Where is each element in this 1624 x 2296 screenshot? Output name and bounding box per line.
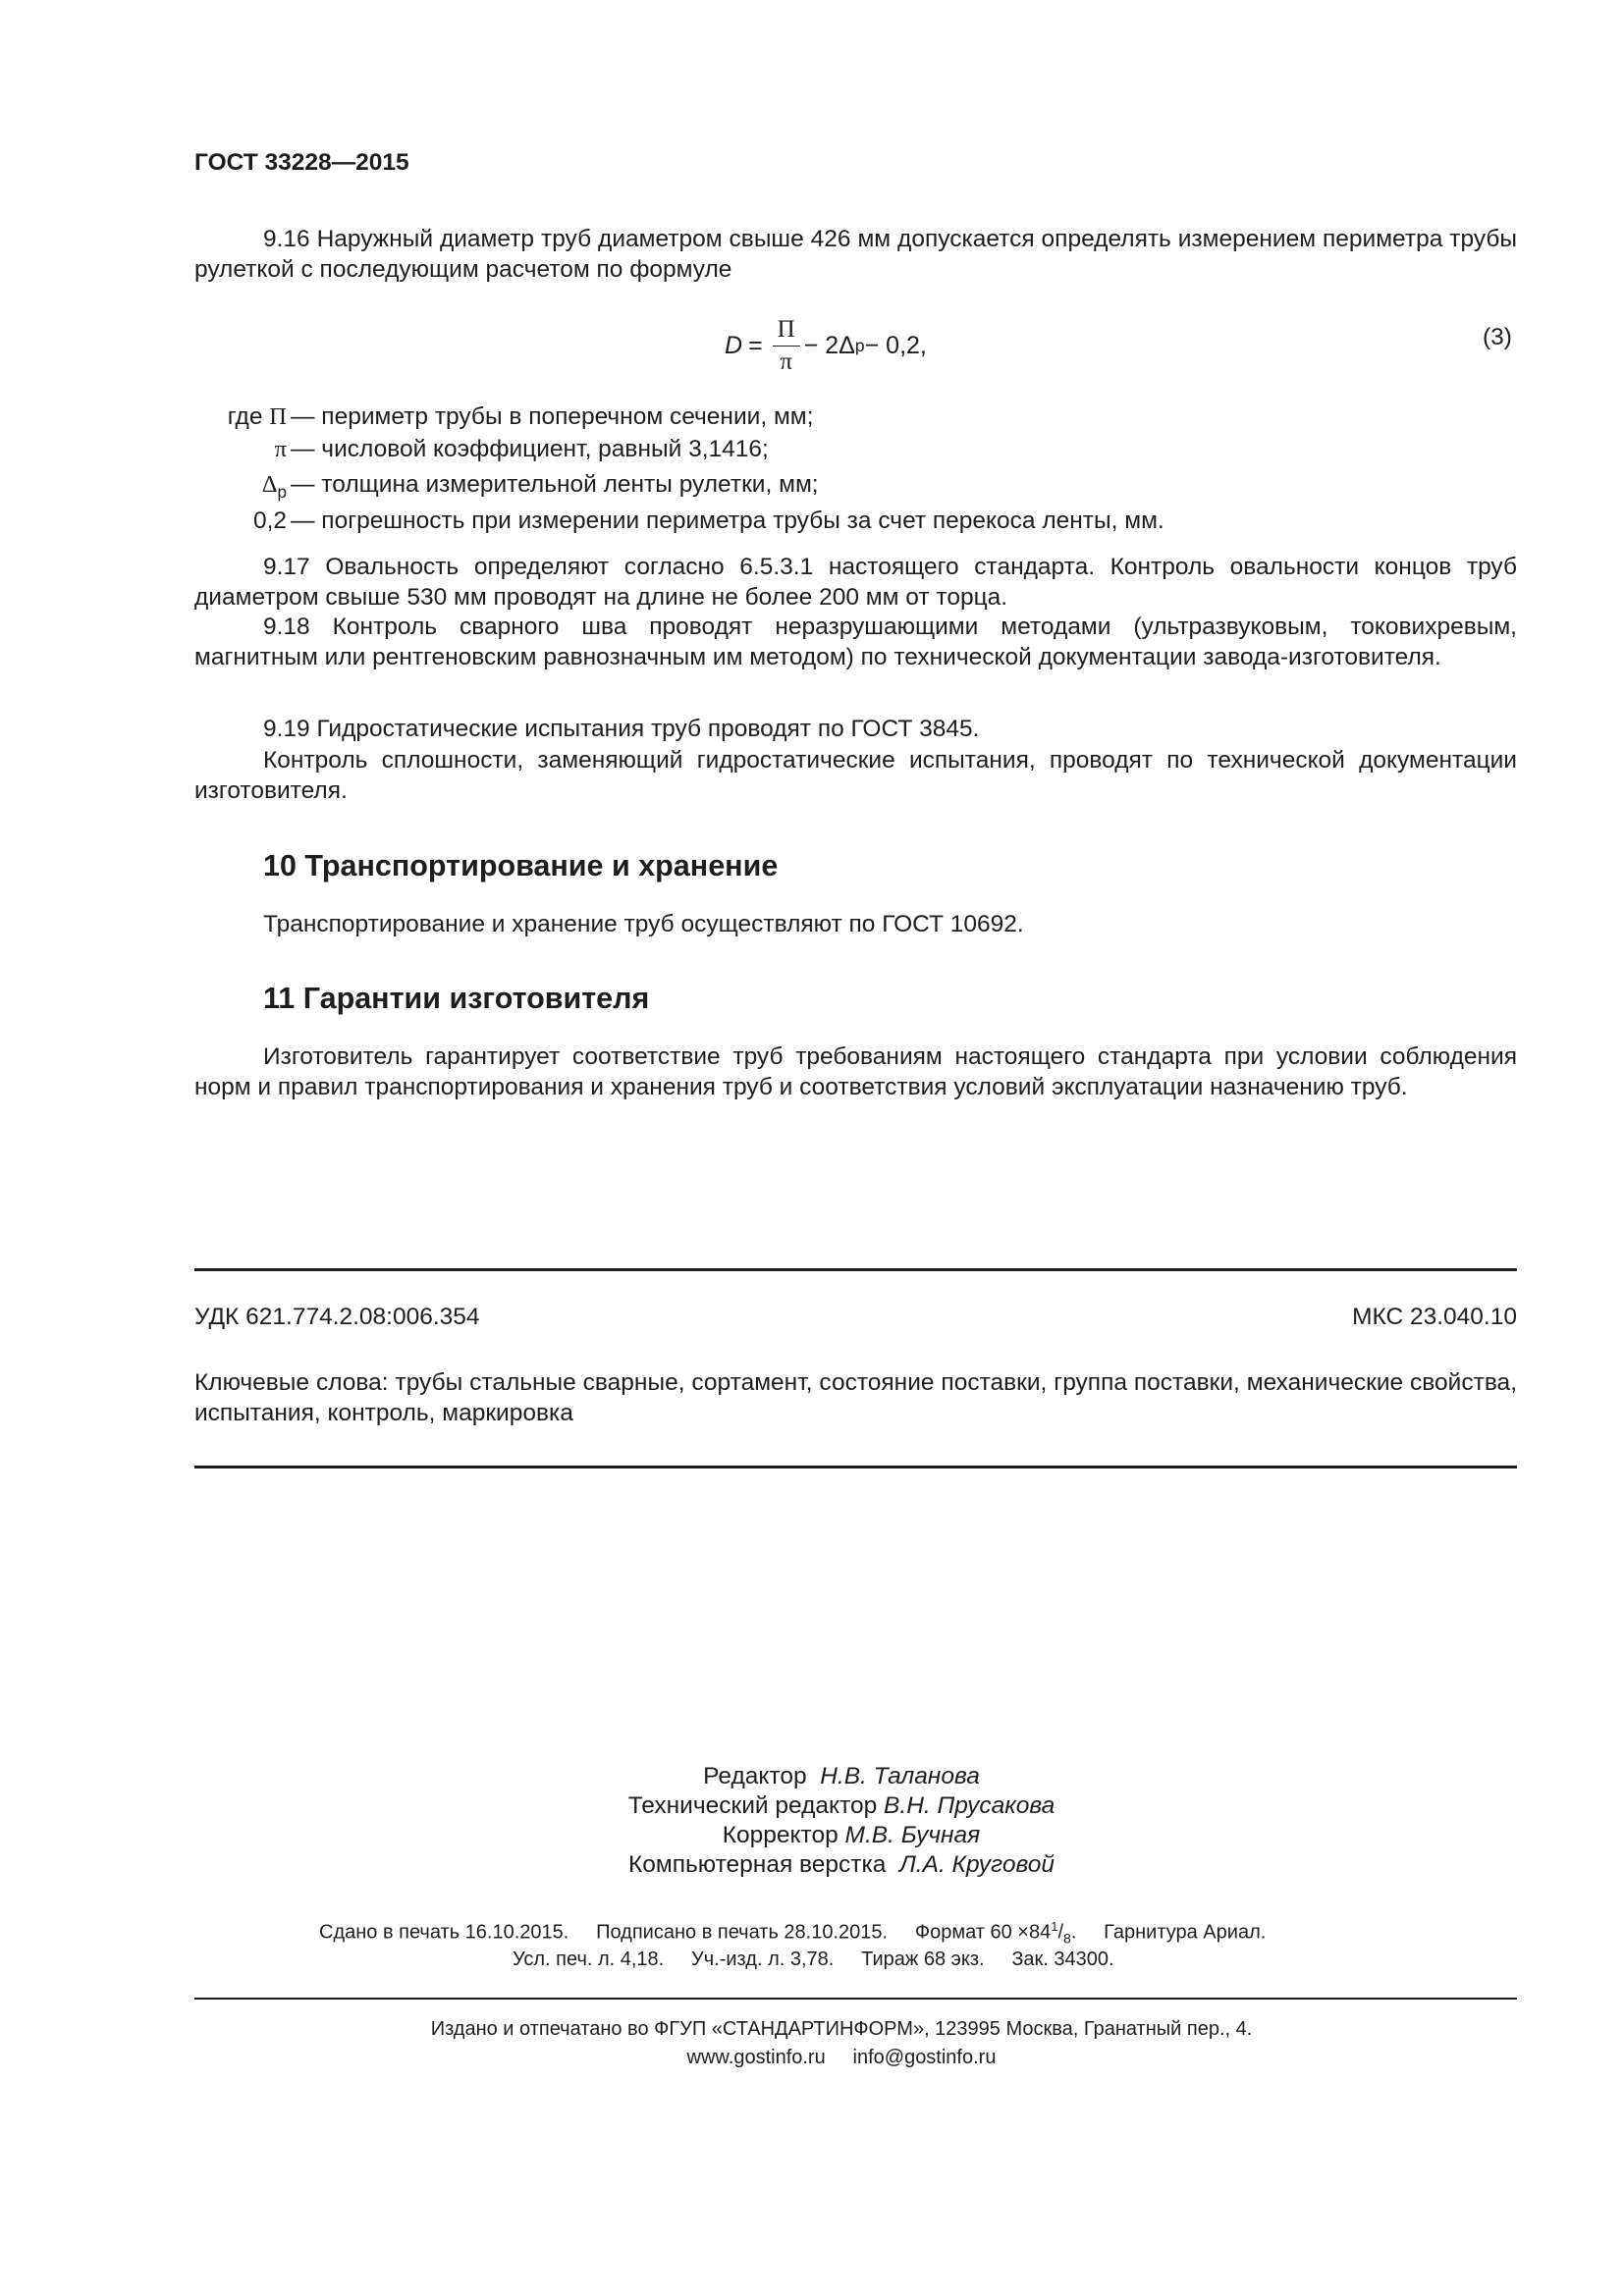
formula-eq: = (748, 331, 763, 359)
publisher-site[interactable]: www.gostinfo.ru (686, 2047, 826, 2068)
where-symbol: Δ (261, 471, 278, 498)
formula-rest-a: − 2Δ (803, 331, 855, 359)
clause-9-18: 9.18 Контроль сварного шва проводят неразрушающими методами (ультразвуковым, токовихревым, магнитным или рентгеновским равнозначным им методом) по технической документации завода-изготовителя. (194, 614, 1517, 670)
where-item (0, 471, 1624, 503)
imprint-line-1: Сдано в печать 16.10.2015. Подписано в печать 28.10.2015. Формат $60 \times 84^1/_8$. Гарнитура Ариал. (319, 1919, 1267, 1947)
where-symbol: 0,2 (252, 507, 287, 534)
clause-9-17: 9.17 Овальность определяют согласно 6.5.3.1 настоящего стандарта. Контроль овальности концов труб диаметром свыше 530 мм проводят на длине не более 200 мм от торца. (194, 554, 1517, 611)
credit-name: Н.В. Таланова (820, 1763, 980, 1789)
section-11-text: Изготовитель гарантирует соответствие труб требованиям настоящего стандарта при условии соблюдения норм и правил транспортирования и хранения труб и соответствия условий эксплуатации назначению труб. (194, 1043, 1517, 1100)
credit-line (0, 1850, 1624, 1880)
clause-9-19: 9.19 Гидростатические испытания труб проводят по ГОСТ 3845. (263, 716, 980, 742)
credit-line (0, 1762, 1624, 1791)
imprint-format-sub: 8 (1063, 1930, 1071, 1947)
section-10-text: Транспортирование и хранение труб осуществляют по ГОСТ 10692. (263, 911, 1024, 937)
keywords: Ключевые слова: трубы стальные сварные, сортамент, состояние поставки, группа поставки, механические свойства, испытания, контроль, маркировка (194, 1369, 1517, 1426)
credit-role: Корректор (722, 1822, 839, 1848)
where-prefix: где (227, 403, 270, 430)
where-text: — погрешность при измерении периметра трубы за счет перекоса ленты, мм. (291, 507, 1164, 534)
credit-name: М.В. Бучная (844, 1822, 981, 1848)
where-text: — толщина измерительной ленты рулетки, мм; (291, 471, 819, 498)
where-text: — периметр трубы в поперечном сечении, мм; (291, 403, 814, 430)
clause-9-16: 9.16 Наружный диаметр труб диаметром свыше 426 мм допускается определять измерением периметра трубы рулеткой с последующим расчетом по формуле (194, 226, 1517, 283)
where-item (0, 403, 1624, 435)
publisher-line: Издано и отпечатано во ФГУП «СТАНДАРТИНФОРМ», 123995 Москва, Гранатный пер., 4. (430, 2018, 1253, 2040)
imprint-rule (194, 1998, 1517, 2000)
imprint-edit-sheets: Уч.-изд. л. 3,78. (691, 1949, 835, 1970)
imprint-format-end: . (1070, 1921, 1077, 1944)
credits (0, 1762, 1624, 1880)
credit-role: Технический редактор (627, 1792, 878, 1819)
imprint-font: Гарнитура Ариал. (1104, 1921, 1267, 1944)
imprint-run: Тираж 68 экз. (861, 1949, 985, 1970)
credit-name: В.Н. Прусакова (884, 1792, 1056, 1819)
udk-code: УДК 621.774.2.08:006.354 (194, 1304, 480, 1330)
mks-code: МКС 23.040.10 (1352, 1304, 1517, 1330)
credit-line (0, 1791, 1624, 1821)
formula-rest-b: − 0,2, (864, 331, 927, 359)
imprint-signed: Подписано в печать 28.10.2015. (596, 1921, 889, 1944)
where-symbol: П (269, 403, 287, 430)
where-item (0, 436, 1624, 467)
imprint-order: Зак. 34300. (1011, 1949, 1114, 1970)
publisher-email[interactable]: info@gostinfo.ru (852, 2047, 997, 2068)
section-10-title: 10 Транспортирование и хранение (263, 849, 779, 882)
biblio-bottom-rule (194, 1466, 1517, 1468)
imprint-format: Формат 60 ×84 (914, 1921, 1052, 1944)
credit-name: Л.А. Круговой (899, 1851, 1055, 1878)
formula-rest-sub: р (854, 335, 865, 355)
imprint-print-sheets: Усл. печ. л. 4,18. (513, 1949, 665, 1970)
section-11-title: 11 Гарантии изготовителя (263, 982, 650, 1015)
where-item (0, 507, 1624, 539)
where-symbol-sub: р (277, 481, 287, 502)
credit-line (0, 1821, 1624, 1850)
publisher-contacts (0, 2047, 1624, 2069)
formula-number: (3) (1483, 324, 1512, 350)
formula-denominator: π (780, 348, 793, 375)
credit-role: Редактор (703, 1763, 807, 1789)
formula-3 (725, 310, 927, 381)
where-text: — числовой коэффициент, равный 3,1416; (291, 436, 769, 462)
clause-9-19-continuity: Контроль сплошности, заменяющий гидростатические испытания, проводят по технической документации изготовителя. (194, 747, 1517, 804)
biblio-top-rule (194, 1268, 1517, 1271)
imprint-format-sup: 1 (1051, 1919, 1058, 1934)
document-header: ГОСТ 33228—2015 (194, 149, 409, 176)
where-symbol: π (274, 436, 287, 462)
imprint-line-2 (513, 1949, 1114, 1971)
imprint-sent: Сдано в печать 16.10.2015. (319, 1921, 569, 1944)
credit-role: Компьютерная верстка (627, 1851, 887, 1878)
formula-lhs: D (725, 331, 743, 359)
formula-numerator: П (773, 316, 800, 347)
formula-fraction (773, 316, 800, 375)
